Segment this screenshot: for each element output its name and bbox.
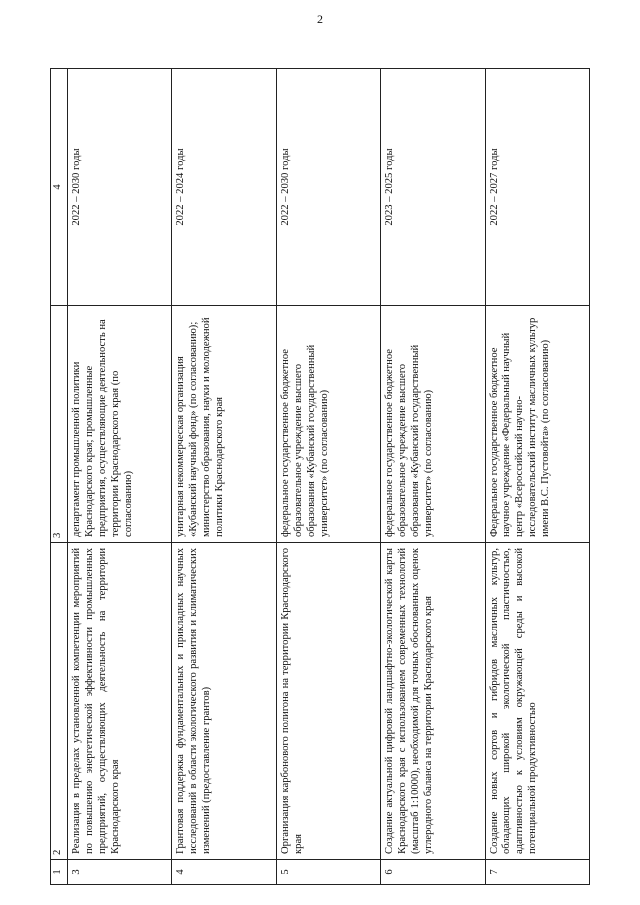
period-cell: 2022 – 2030 годы xyxy=(68,69,172,306)
row-number: 4 xyxy=(172,860,276,885)
row-number: 3 xyxy=(68,860,172,885)
column-header-3: 3 xyxy=(51,306,68,543)
activity-cell: Грантовая поддержка фундаментальных и прикладных научных исследований в области экологического развития и климатических изменений (предоставление грантов) xyxy=(172,543,276,860)
executor-cell: унитарная некоммерческая организация «Кубанский научный фонд» (по согласованию); министерство образования, науки и молодежной политики Краснодарского края xyxy=(172,306,276,543)
measures-table-rotated xyxy=(50,105,590,885)
executor-cell: Федеральное государственное бюджетное научное учреждение «Федеральный научный центр «Всероссийский научно-исследовательский институт масличных культур имени В.С. Пустовойта» (по согласованию) xyxy=(485,306,589,543)
column-header-2: 2 xyxy=(51,543,68,860)
row-number: 6 xyxy=(381,860,485,885)
table-row xyxy=(381,69,485,885)
activity-cell: Создание новых сортов и гибридов масличных культур, обладающих широкой экологической пластичностью, адаптивностью к условиям окружающей среды и высокой потенциальной продуктивностью xyxy=(485,543,589,860)
column-header-4: 4 xyxy=(51,69,68,306)
executor-cell: федеральное государственное бюджетное образовательное учреждение высшего образования «Кубанский государственный университет» (по согласованию) xyxy=(276,306,380,543)
activity-cell: Организация карбонового полигона на территории Краснодарского края xyxy=(276,543,380,860)
page-number: 2 xyxy=(317,12,323,26)
table-row xyxy=(172,69,276,885)
period-cell: 2023 – 2025 годы xyxy=(381,69,485,306)
table-row xyxy=(485,69,589,885)
row-number: 7 xyxy=(485,860,589,885)
activity-cell: Создание актуальной цифровой ландшафтно-экологической карты Краснодарского края с использованием современных технологий (масштаб 1:10000), необходимой для точных обоснованных оценок углеродного баланса на территории Краснодарского края xyxy=(381,543,485,860)
period-cell: 2022 – 2027 годы xyxy=(485,69,589,306)
table-header-row xyxy=(51,69,68,885)
executor-cell: департамент промышленной политики Краснодарского края; промышленные предприятия, осуществляющие деятельность на территории Краснодарского края (по согласованию) xyxy=(68,306,172,543)
table-row xyxy=(68,69,172,885)
column-header-1: 1 xyxy=(51,860,68,885)
period-cell: 2022 – 2024 годы xyxy=(172,69,276,306)
period-cell: 2022 – 2030 годы xyxy=(276,69,380,306)
table-row xyxy=(276,69,380,885)
measures-table xyxy=(50,68,590,885)
activity-cell: Реализация в пределах установленной компетенции мероприятий по повышению энергетической эффективности промышленных предприятий, осуществляющих деятельность на территории Краснодарского края xyxy=(68,543,172,860)
executor-cell: федеральное государственное бюджетное образовательное учреждение высшего образования «Кубанский государственный университет» (по согласованию) xyxy=(381,306,485,543)
row-number: 5 xyxy=(276,860,380,885)
